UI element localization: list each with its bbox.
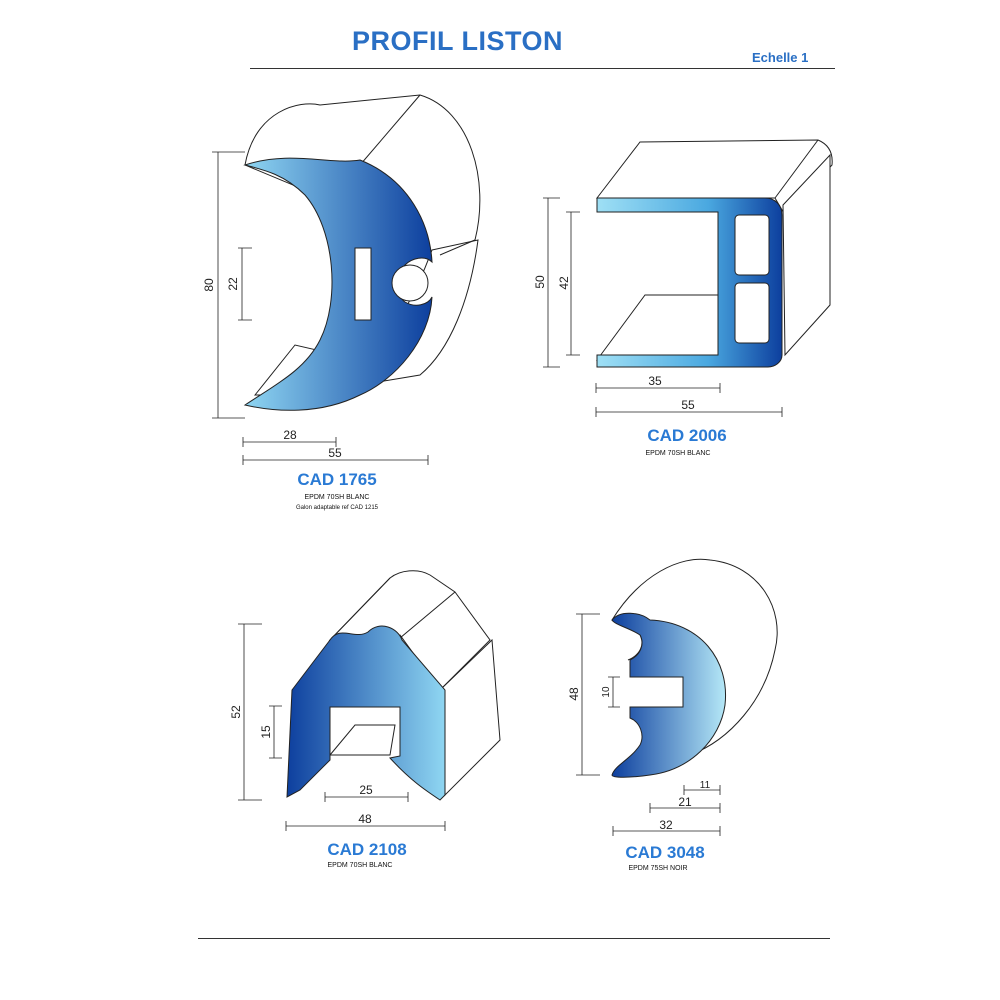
dim-3048-height: 48 [567,687,581,701]
profile-cad-1765 [245,95,480,410]
cad-3048-ref: CAD 3048 [625,843,705,862]
profile-cad-2108 [287,571,500,800]
dim-3048-lip: 11 [699,780,711,791]
dim-2006-inner-height: 42 [557,276,571,290]
cad-1765-note: Galon adaptable ref CAD 1215 [295,505,379,511]
page-title: PROFIL LISTON [352,26,564,56]
cad-1765-material: EPDM 70SH BLANC [304,494,370,501]
cad-2108-ref: CAD 2108 [327,840,407,859]
cad-1765-ref: CAD 1765 [297,470,377,489]
dim-2006-width: 55 [681,398,695,412]
dim-2108-slot: 15 [259,725,273,739]
dim-1765-inner-width: 28 [283,428,297,442]
profile-cad-2006 [597,140,832,367]
dim-3048-slot: 10 [601,686,612,698]
dim-1765-slot: 22 [226,277,240,291]
dim-1765-width: 55 [328,446,342,460]
cad-2006-material: EPDM 70SH BLANC [645,450,711,457]
cad-3048-material: EPDM 75SH NOIR [628,865,688,872]
dim-2108-height: 52 [229,705,243,719]
scale-label: Echelle 1 [752,50,809,65]
profile-cad-3048 [612,559,777,777]
dim-2108-width: 48 [358,812,372,826]
dim-3048-width: 32 [659,818,673,832]
dim-2006-inner-width: 35 [648,374,662,388]
dim-1765-height: 80 [202,278,216,292]
cad-2108-material: EPDM 70SH BLANC [327,862,393,869]
dim-3048-inner-width: 21 [678,795,692,809]
dim-2108-inner-width: 25 [359,783,373,797]
dim-2006-height: 50 [533,275,547,289]
cad-2006-ref: CAD 2006 [647,426,727,445]
